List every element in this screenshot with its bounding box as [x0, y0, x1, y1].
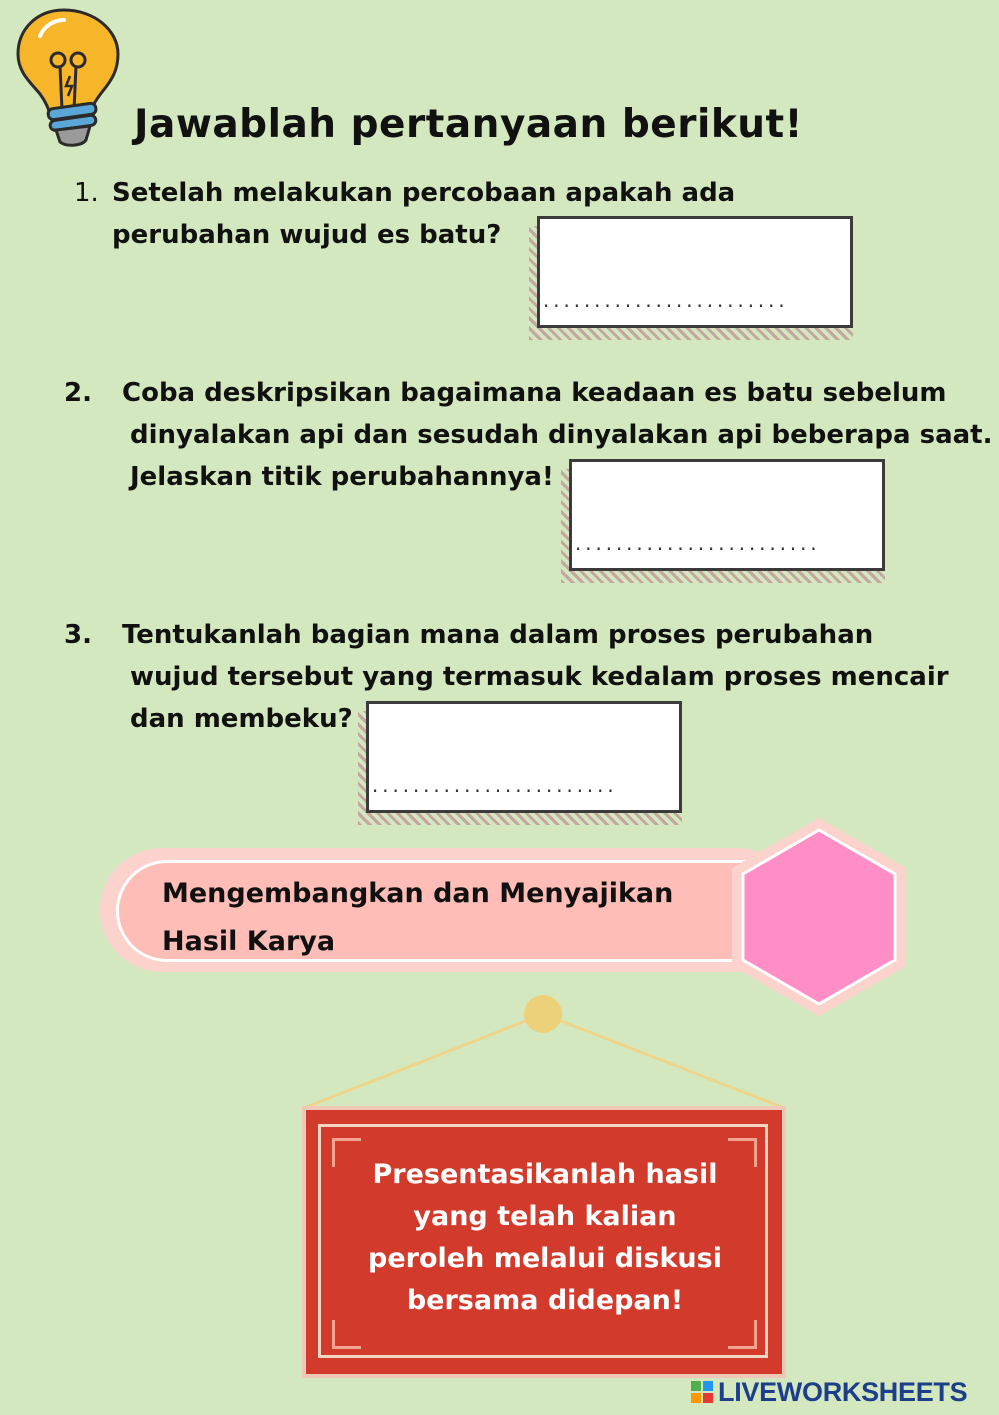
banner-line-2: Hasil Karya [162, 926, 336, 957]
question-2-number: 2. [64, 378, 92, 408]
sign-line-2: yang telah kalian [413, 1201, 677, 1232]
question-3-line-2: wujud tersebut yang termasuk kedalam proses mencair [130, 662, 949, 692]
question-3-line-3: dan membeku? [130, 704, 353, 734]
question-1-number: 1. [74, 178, 99, 208]
answer-box-3[interactable] [366, 701, 682, 813]
question-1-line-1: Setelah melakukan percobaan apakah ada [112, 178, 736, 208]
sign-message [330, 1154, 760, 1322]
page-title: Jawablah pertanyaan berikut! [134, 102, 803, 147]
hexagon-shape [730, 816, 908, 1018]
liveworksheets-logo-icon [690, 1380, 714, 1404]
banner-heading [162, 870, 673, 966]
answer-box-2[interactable] [569, 459, 885, 571]
question-2-line-2: dinyalakan api dan sesudah dinyalakan api beberapa saat. [130, 420, 993, 450]
question-3-number: 3. [64, 620, 92, 650]
sign-hanger [290, 990, 800, 1120]
question-2-line-3: Jelaskan titik perubahannya! [130, 462, 554, 492]
sign-corner-bottom-right [728, 1320, 757, 1349]
banner-line-1: Mengembangkan dan Menyajikan [162, 878, 674, 909]
question-2-line-1: Coba deskripsikan bagaimana keadaan es batu sebelum [122, 378, 947, 408]
answer-input-3[interactable] [370, 777, 672, 797]
question-3-line-1: Tentukanlah bagian mana dalam proses perubahan [122, 620, 874, 650]
answer-input-1[interactable] [541, 292, 843, 312]
answer-input-2[interactable] [573, 535, 875, 555]
lightbulb-icon [14, 6, 122, 148]
answer-box-1[interactable] [537, 216, 853, 328]
question-1-line-2: perubahan wujud es batu? [112, 220, 502, 250]
sign-line-4: bersama didepan! [406, 1285, 684, 1316]
sign-line-1: Presentasikanlah hasil [372, 1159, 718, 1190]
sign-line-3: peroleh melalui diskusi [368, 1243, 722, 1274]
logo-text: LIVEWORKSHEETS [718, 1376, 968, 1407]
sign-corner-bottom-left [332, 1320, 361, 1349]
liveworksheets-logo[interactable] [690, 1375, 967, 1409]
